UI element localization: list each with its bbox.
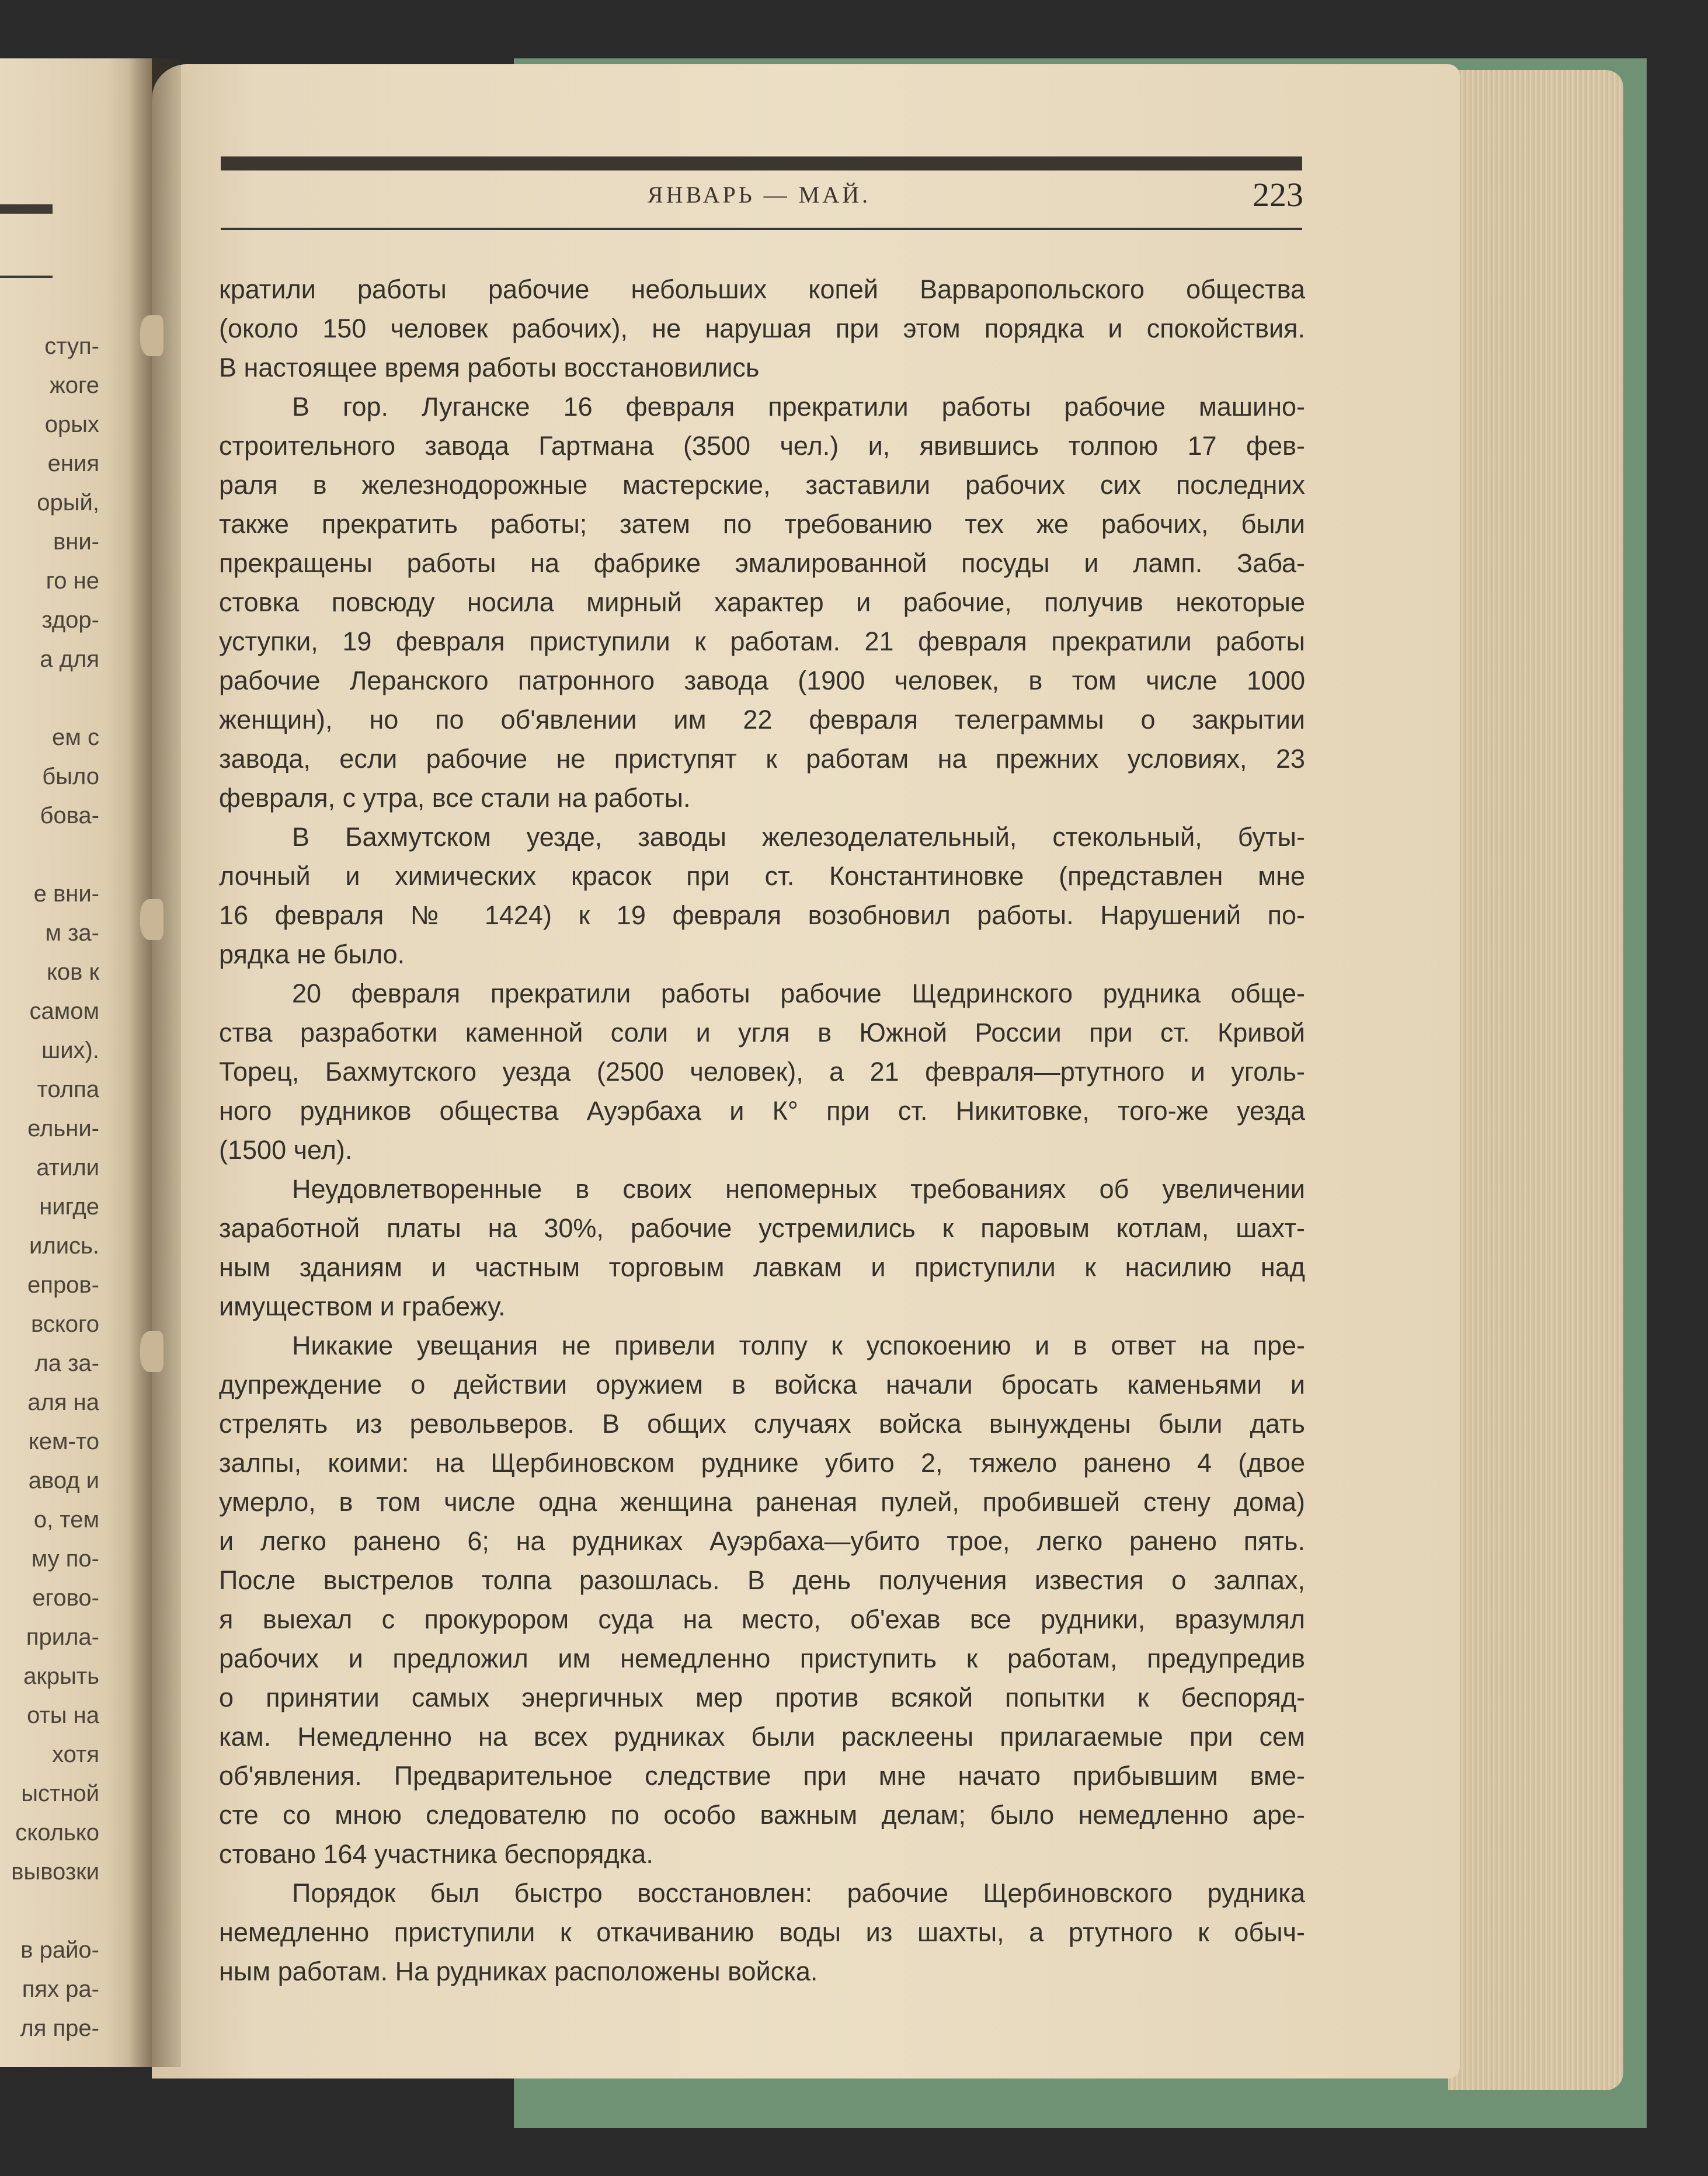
left-page-line: акрыть [23, 1663, 99, 1689]
text-line: дупреждение о действии оружием в войска начали бросать каменьями и [219, 1370, 1305, 1399]
left-page-line: епров- [27, 1272, 99, 1298]
text-line: раля в железнодорожные мастерские, заставили рабочих сих последних [219, 470, 1305, 500]
left-page-line: здор- [41, 607, 99, 633]
text-line: о принятии самых энергичных мер против всякой попытки к беспоряд- [219, 1683, 1305, 1712]
left-page-line [0, 835, 99, 875]
left-page-line: вни- [53, 529, 99, 555]
left-header-rule [0, 204, 53, 214]
text-line: залпы, коими: на Щербиновском руднике убито 2, тяжело ранено 4 (двое [219, 1448, 1305, 1478]
running-head: ЯНВАРЬ — МАЙ. [647, 182, 871, 208]
text-line: ного рудников общества Ауэрбаха и К° при ст. Никитовке, того-же уезда [219, 1096, 1305, 1126]
text-line: рабочих и предложил им немедленно приступить к работам, предупредив [219, 1644, 1305, 1673]
text-line: (1500 чел). [219, 1135, 353, 1165]
left-page-line: ения [47, 451, 99, 476]
text-line: завода, если рабочие не приступят к работам на прежних условиях, 23 [219, 744, 1305, 774]
text-line: я выехал с прокурором суда на место, об'ехав все рудники, вразумлял [219, 1604, 1305, 1634]
left-page-line: ков к [46, 959, 99, 985]
text-line: строительного завода Гартмана (3500 чел.) и, явившись толпою 17 фев- [219, 431, 1305, 461]
left-page-line: хотя [52, 1742, 99, 1767]
page-edges [1448, 70, 1623, 2090]
left-page-line [0, 1892, 99, 1931]
text-line: стрелять из револьверов. В общих случаях войска вынуждены были дать [219, 1409, 1305, 1439]
text-line: ства разработки каменной соли и угля в Южной России при ст. Кривой [219, 1018, 1305, 1047]
text-line: 20 февраля прекратили работы рабочие Щедринского рудника обще- [292, 979, 1305, 1008]
text-line: стовка повсюду носила мирный характер и рабочие, получив некоторые [219, 587, 1305, 617]
left-page-line: атили [36, 1155, 99, 1181]
left-page-line: оты на [27, 1702, 99, 1728]
left-page-line: вского [31, 1311, 99, 1337]
left-page-line: егово- [32, 1585, 99, 1611]
binding-tab [140, 1331, 164, 1372]
binding-tab [140, 315, 164, 356]
left-page-line: прила- [26, 1624, 99, 1650]
text-line: рабочие Леранского патронного завода (1900 человек, в том числе 1000 [219, 666, 1305, 695]
left-page-line: ших). [41, 1037, 99, 1063]
left-page-line [0, 679, 99, 718]
left-page-line: в райо- [20, 1937, 99, 1963]
left-page-line: кем-то [28, 1429, 99, 1454]
text-line: Неудовлетворенные в своих непомерных требованиях об увеличении [292, 1174, 1305, 1204]
text-line: (около 150 человек рабочих), не нарушая при этом порядка и спокойствия. [219, 314, 1305, 343]
left-page-line: самом [29, 998, 99, 1024]
left-page-line: сколько [15, 1820, 99, 1846]
left-header-rule-thin [0, 276, 53, 278]
text-line: 16 февраля № 1424) к 19 февраля возобновил работы. Нарушений по- [219, 900, 1305, 930]
left-page-line: ились. [29, 1233, 99, 1259]
left-page-line: а для [40, 646, 99, 672]
text-line: ным зданиям и частным торговым лавкам и приступили к насилию над [219, 1252, 1305, 1282]
text-line: и легко ранено 6; на рудниках Ауэрбаха—убито трое, легко ранено пять. [219, 1526, 1305, 1556]
left-page-line: ла за- [34, 1350, 99, 1376]
text-line: В настоящее время работы восстановились [219, 353, 760, 382]
text-line: имуществом и грабежу. [219, 1291, 506, 1321]
text-line: прекращены работы на фабрике эмалированной посуды и ламп. Заба- [219, 548, 1305, 578]
left-page-line: было [42, 764, 99, 789]
text-line: кам. Немедленно на всех рудниках были расклеены прилагаемые при сем [219, 1722, 1305, 1752]
left-page-line: жоге [50, 372, 99, 398]
left-page-line: ыстной [21, 1781, 99, 1806]
text-line: лочный и химических красок при ст. Константиновке (представлен мне [219, 861, 1305, 891]
body-text [219, 270, 1305, 1991]
text-line: февраля, с утра, все стали на работы. [219, 783, 691, 813]
text-line: кратили работы рабочие небольших копей Варваропольского общества [219, 274, 1305, 304]
text-line: В гор. Луганске 16 февраля прекратили работы рабочие машино- [292, 392, 1305, 422]
left-page-line: орых [44, 412, 99, 437]
left-page-line: вывозки [11, 1859, 99, 1885]
header-rule-thin [221, 228, 1302, 230]
text-line: Никакие увещания не привели толпу к успокоению и в ответ на пре- [292, 1331, 1305, 1360]
text-line: После выстрелов толпа разошлась. В день получения известия о залпах, [219, 1565, 1305, 1595]
left-page-line: е вни- [33, 881, 99, 907]
left-page-line: орый, [37, 490, 99, 516]
binding-tab [140, 899, 164, 940]
page-number: 223 [1253, 176, 1303, 214]
text-line: заработной платы на 30%, рабочие устремились к паровым котлам, шахт- [219, 1213, 1305, 1243]
text-line: ным работам. На рудниках расположены войска. [219, 1956, 818, 1986]
text-line: также прекратить работы; затем по требованию тех же рабочих, были [219, 509, 1305, 539]
text-line: рядка не было. [219, 939, 405, 969]
left-page-line: толпа [37, 1077, 99, 1102]
header-rule [221, 156, 1302, 170]
left-page-line: аля на [27, 1390, 99, 1415]
left-page-line: м за- [45, 920, 99, 946]
left-page-line: ем с [52, 725, 99, 750]
left-page-line: ля пре- [20, 2015, 99, 2041]
text-line: женщин), но по об'явлении им 22 февраля телеграммы о закрытии [219, 705, 1305, 734]
left-page-line: го не [46, 568, 99, 594]
text-line: В Бахмутском уезде, заводы железоделательный, стекольный, буты- [292, 822, 1305, 852]
text-line: стовано 164 участника беспорядка. [219, 1839, 653, 1869]
text-line: Порядок был быстро восстановлен: рабочие Щербиновского рудника [292, 1878, 1305, 1908]
left-page-line: ступ- [44, 333, 99, 359]
left-page-line: пях ра- [22, 1976, 99, 2002]
left-page-line: му по- [31, 1546, 99, 1572]
text-line: умерло, в том числе одна женщина раненая пулей, пробившей стену дома) [219, 1487, 1305, 1517]
left-page-text [0, 327, 99, 2048]
text-line: Торец, Бахмутского уезда (2500 человек), а 21 февраля—ртутного и уголь- [219, 1057, 1305, 1087]
text-line: сте со мною следователю по особо важным делам; было немедленно аре- [219, 1800, 1305, 1830]
text-line: немедленно приступили к откачиванию воды из шахты, а ртутного к обыч- [219, 1917, 1305, 1947]
left-page-line: авод и [28, 1468, 99, 1493]
spine-shadow [128, 58, 181, 2067]
left-page-line: ельни- [27, 1116, 99, 1141]
left-page-line: о, тем [33, 1507, 99, 1533]
left-page-line: бова- [40, 803, 99, 828]
text-line: уступки, 19 февраля приступили к работам. 21 февраля прекратили работы [219, 626, 1305, 656]
left-page-line: нигде [39, 1194, 99, 1220]
text-line: об'явления. Предварительное следствие при мне начато прибывшим вме- [219, 1761, 1305, 1791]
